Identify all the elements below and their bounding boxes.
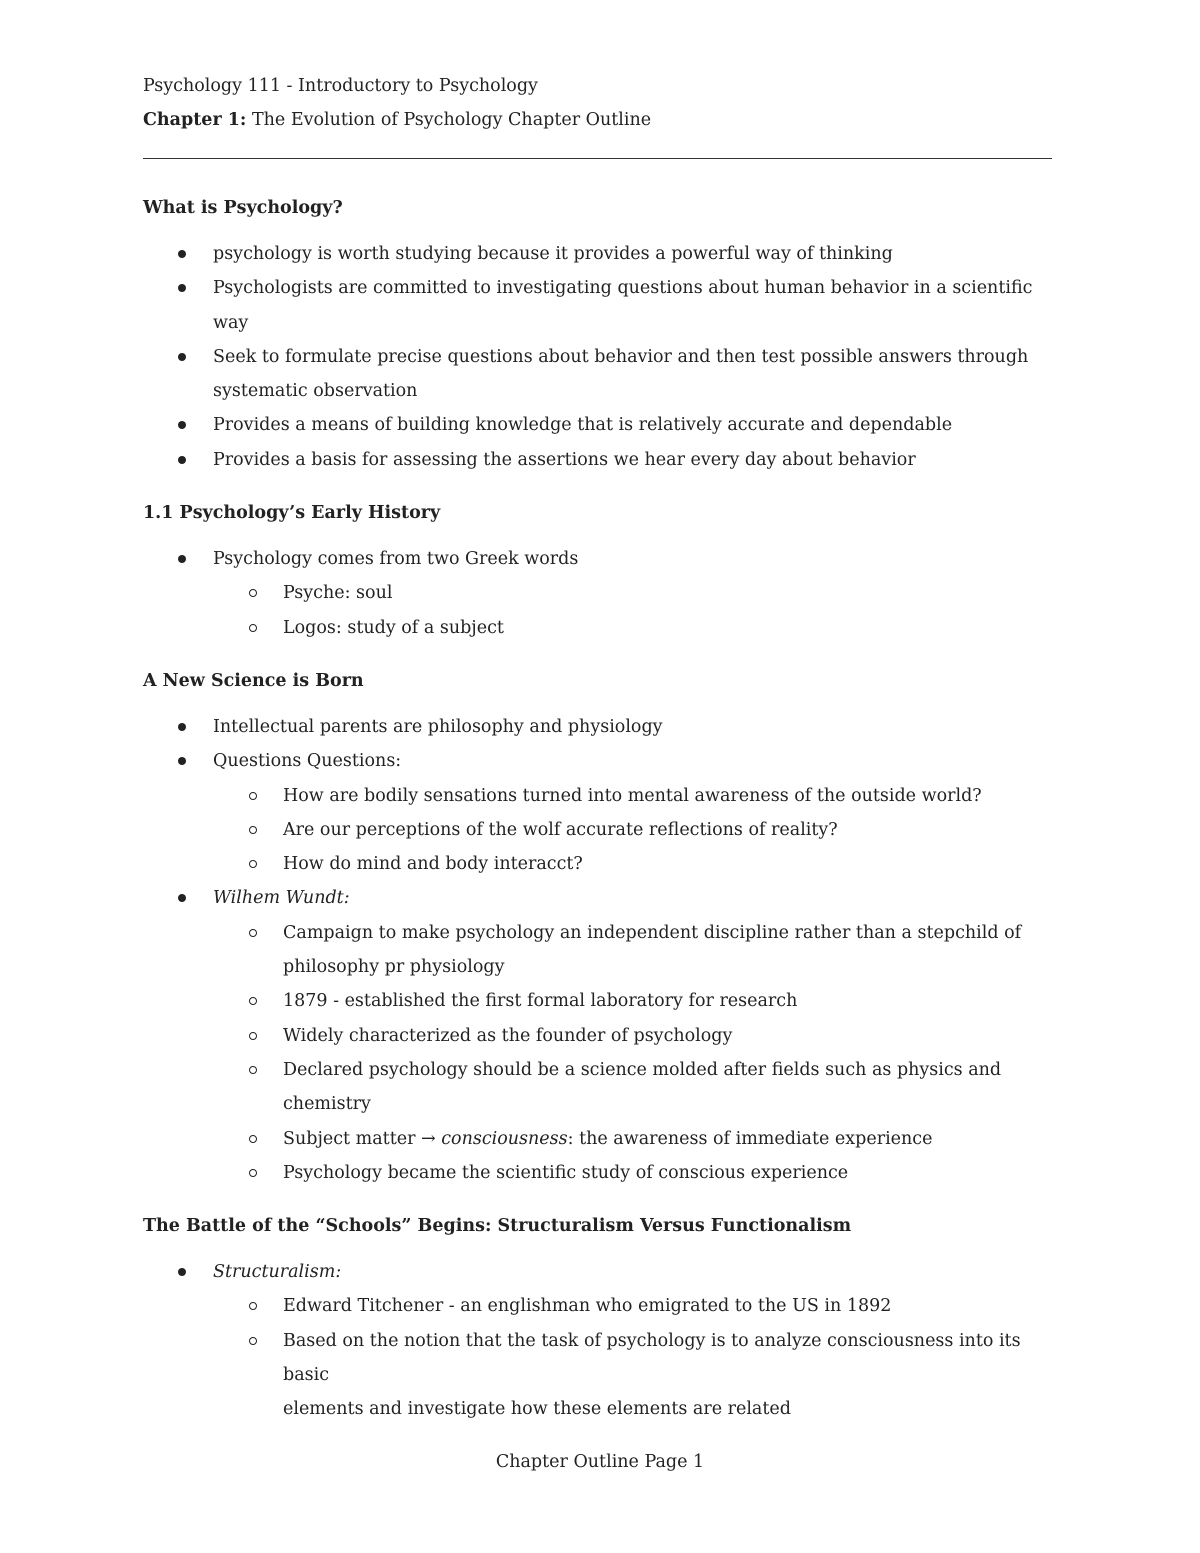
hollow-bullet-icon [249, 826, 257, 834]
sub-list-item: How are bodily sensations turned into mental awareness of the outside world? [143, 779, 1053, 813]
list-item: Provides a means of building knowledge that is relatively accurate and dependable [143, 408, 1053, 442]
sub-list-item: How do mind and body interacct? [143, 847, 1053, 881]
section-title-battle-of-schools: The Battle of the “Schools” Begins: Structuralism Versus Functionalism [143, 1216, 852, 1237]
page-footer: Chapter Outline Page 1 [495, 1452, 705, 1472]
header-divider [143, 158, 1052, 159]
bullet-icon [178, 353, 186, 361]
bullet-icon [178, 1268, 186, 1276]
sub-list-item: Logos: study of a subject [143, 611, 1053, 645]
hollow-bullet-icon [249, 929, 257, 937]
bullet-icon [178, 555, 186, 563]
sub-list-item: Subject matter → consciousness: the awareness of immediate experience [143, 1122, 1053, 1156]
sub-list-item: Psychology became the scientific study of conscious experience [143, 1156, 1053, 1190]
hollow-bullet-icon [249, 1032, 257, 1040]
hollow-bullet-icon [249, 1066, 257, 1074]
hollow-bullet-icon [249, 1135, 257, 1143]
bullet-icon [178, 456, 186, 464]
sub-list-item: Campaign to make psychology an independent discipline rather than a stepchild of philosophy pr physiology [143, 916, 1053, 985]
sub-list-item: Based on the notion that the task of psychology is to analyze consciousness into its basic elements and investigate how these elements are related [143, 1324, 1053, 1427]
section-title-early-history: 1.1 Psychology’s Early History [143, 503, 441, 524]
section-list [143, 542, 1053, 645]
hollow-bullet-icon [249, 1337, 257, 1345]
bullet-icon [178, 284, 186, 292]
hollow-bullet-icon [249, 792, 257, 800]
bullet-icon [178, 421, 186, 429]
hollow-bullet-icon [249, 1169, 257, 1177]
hollow-bullet-icon [249, 624, 257, 632]
list-item: Wilhem Wundt: [143, 881, 1053, 915]
bullet-icon [178, 894, 186, 902]
list-item: Psychologists are committed to investigating questions about human behavior in a scientific way [143, 271, 1053, 340]
outline-content [143, 196, 1053, 1451]
sub-list-item: Edward Titchener - an englishman who emigrated to the US in 1892 [143, 1289, 1053, 1323]
hollow-bullet-icon [249, 1302, 257, 1310]
chapter-label: Chapter 1: [143, 110, 247, 130]
list-item: psychology is worth studying because it provides a powerful way of thinking [143, 237, 1053, 271]
list-item: Intellectual parents are philosophy and physiology [143, 710, 1053, 744]
list-item: Structuralism: [143, 1255, 1053, 1289]
chapter-title: The Evolution of Psychology Chapter Outline [246, 110, 652, 130]
section-title-new-science: A New Science is Born [143, 670, 364, 691]
list-item: Seek to formulate precise questions about behavior and then test possible answers through systematic observation [143, 340, 1053, 409]
hollow-bullet-icon [249, 860, 257, 868]
section-list [143, 710, 1053, 1190]
bullet-icon [178, 723, 186, 731]
section-list [143, 237, 1053, 477]
chapter-heading [143, 108, 651, 132]
list-item: Questions Questions: [143, 744, 1053, 778]
bullet-icon [178, 757, 186, 765]
list-item: Psychology comes from two Greek words [143, 542, 1053, 576]
course-title: Psychology 111 - Introductory to Psychology [143, 76, 538, 96]
section-title-what-is-psychology: What is Psychology? [143, 198, 343, 218]
hollow-bullet-icon [249, 589, 257, 597]
hollow-bullet-icon [249, 997, 257, 1005]
sub-list-item: Widely characterized as the founder of psychology [143, 1019, 1053, 1053]
sub-list-item: 1879 - established the first formal laboratory for research [143, 984, 1053, 1018]
bullet-icon [178, 250, 186, 258]
list-item: Provides a basis for assessing the assertions we hear every day about behavior [143, 443, 1053, 477]
sub-list-item: Psyche: soul [143, 576, 1053, 610]
sub-list-item: Are our perceptions of the wolf accurate reflections of reality? [143, 813, 1053, 847]
sub-list-item: Declared psychology should be a science molded after fields such as physics and chemistry [143, 1053, 1053, 1122]
section-list [143, 1255, 1053, 1426]
